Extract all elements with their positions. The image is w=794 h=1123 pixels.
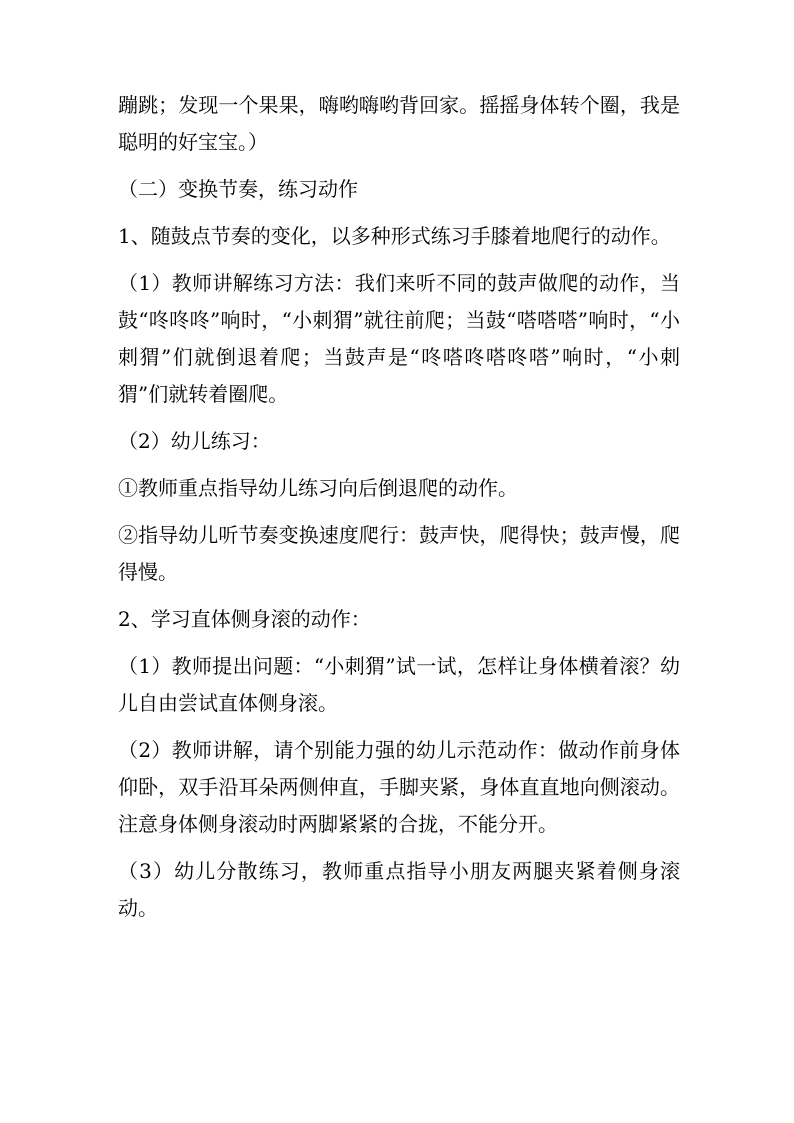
paragraph-subitem-a: ①教师重点指导幼儿练习向后倒退爬的动作。 — [118, 476, 518, 500]
section-heading-2: （二）变换节奏，练习动作 — [118, 177, 358, 201]
paragraph-item-1-2: （2）幼儿练习： — [118, 429, 271, 453]
paragraph-item-2: 2、学习直体侧身滚的动作： — [118, 607, 371, 631]
paragraph-subitem-b: ②指导幼儿听节奏变换速度爬行：鼓声快，爬得快；鼓声慢，爬得慢。 — [118, 523, 680, 584]
paragraph-continuation: 蹦跳；发现一个果果，嗨哟嗨哟背回家。摇摇身体转个圈，我是聪明的好宝宝。） — [118, 93, 680, 154]
paragraph-item-2-3: （3）幼儿分散练习，教师重点指导小朋友两腿夹紧着侧身滚动。 — [118, 859, 680, 920]
paragraph-item-2-1: （1）教师提出问题：“小刺猬”试一试，怎样让身体横着滚？幼儿自由尝试直体侧身滚。 — [118, 654, 680, 715]
paragraph-item-1: 1、随鼓点节奏的变化，以多种形式练习手膝着地爬行的动作。 — [118, 224, 671, 248]
paragraph-item-1-1: （1）教师讲解练习方法：我们来听不同的鼓声做爬的动作，当鼓“咚咚咚”响时，“小刺猬”就往前爬；当鼓“嗒嗒嗒”响时，“小刺猬”们就倒退着爬；当鼓声是“咚嗒咚嗒咚嗒”响时，“小刺猬”们就转着圈爬。 — [118, 271, 680, 406]
document-page — [118, 87, 680, 937]
paragraph-item-2-2: （2）教师讲解，请个别能力强的幼儿示范动作：做动作前身体仰卧，双手沿耳朵两侧伸直，手脚夹紧，身体直直地向侧滚动。注意身体侧身滚动时两脚紧紧的合拢，不能分开。 — [118, 738, 680, 836]
